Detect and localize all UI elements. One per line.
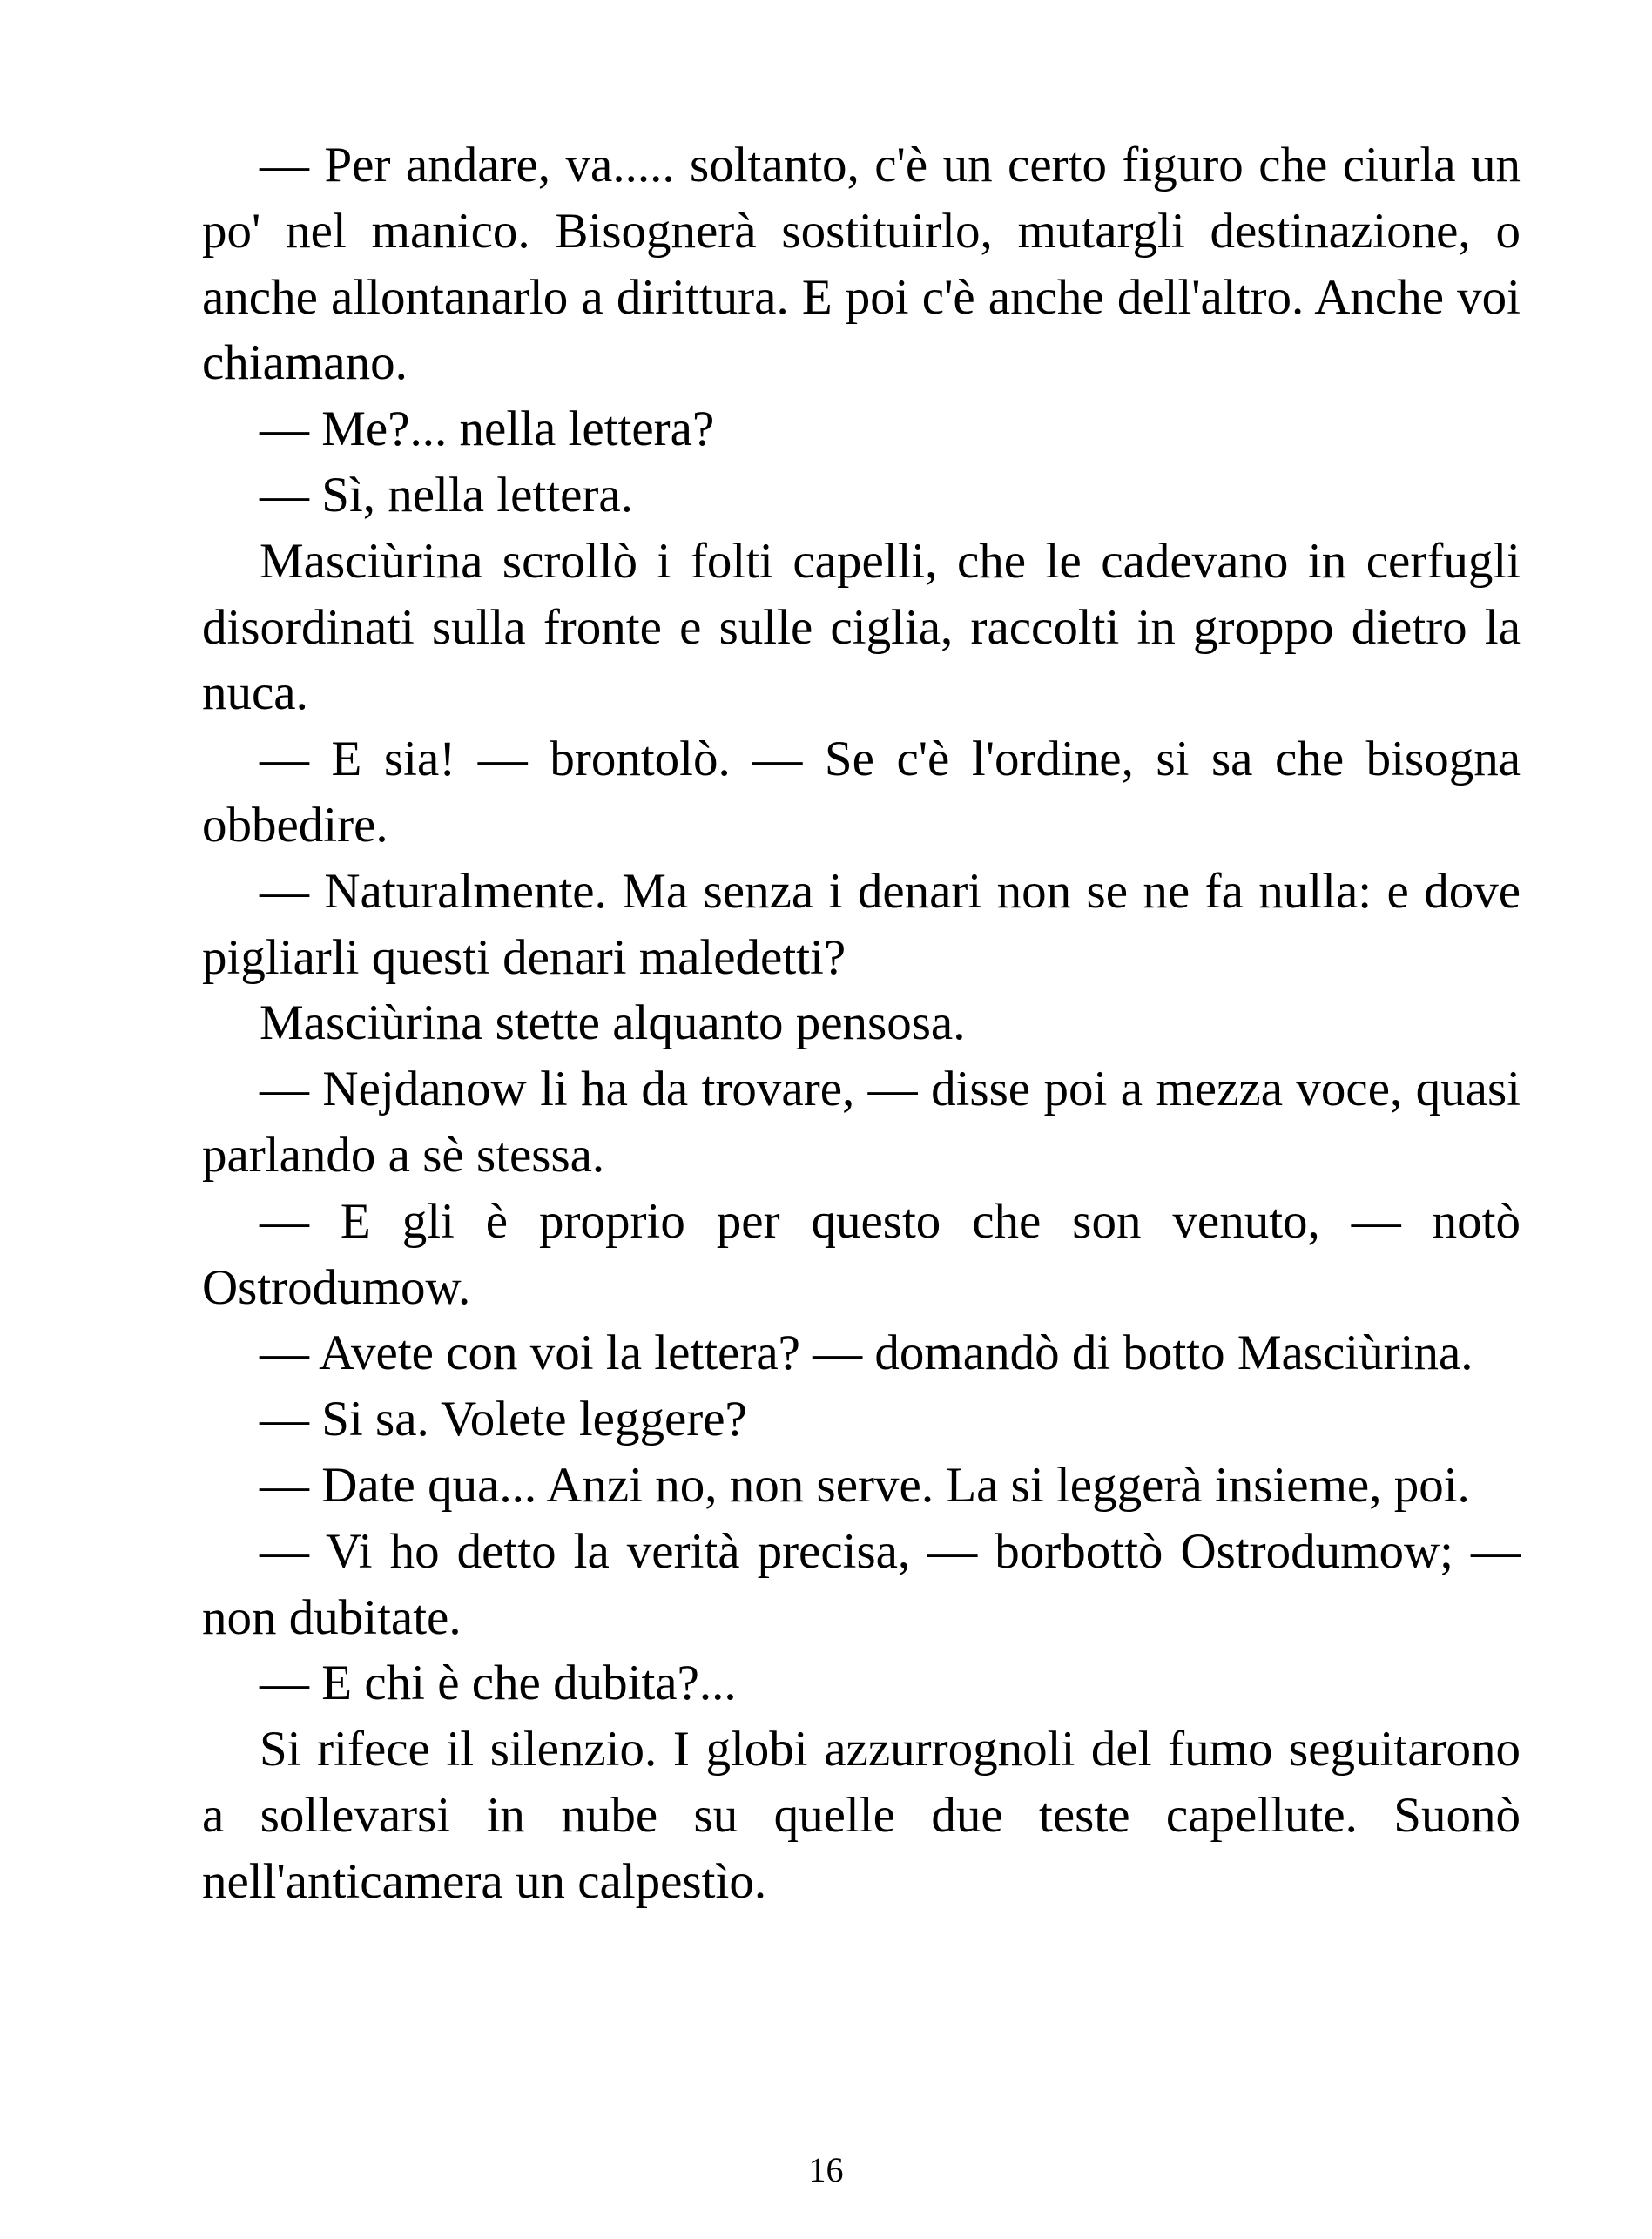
paragraph: — Per andare, va..... soltanto, c'è un certo figuro che ciurla un po' nel manico. Bisognerà sostituirlo, mutargli destinazione, o anche allontanarlo a dirittura. E poi c'è anche dell'altro. Anche voi chiamano. bbox=[202, 138, 1521, 391]
paragraph: — Naturalmente. Ma senza i denari non se ne fa nulla: e dove pigliarli questi denari maledetti? bbox=[202, 863, 1521, 985]
page-number: 16 bbox=[808, 2150, 844, 2189]
paragraph: Masciùrina scrollò i folti capelli, che le cadevano in cerfugli disordinati sulla fronte e sulle ciglia, raccolti in groppo dietro la nuca. bbox=[202, 533, 1521, 721]
paragraph: — Avete con voi la lettera? — domandò di botto Masciùrina. bbox=[260, 1325, 1473, 1381]
paragraph: — E chi è che dubita?... bbox=[260, 1656, 737, 1711]
paragraph: Si rifece il silenzio. I globi azzurrognoli del fumo seguitarono a sollevarsi in nube su quelle due teste capellute. Suonò nell'anticamera un calpestìo. bbox=[202, 1722, 1521, 1909]
paragraph: — E sia! — brontolò. — Se c'è l'ordine, si sa che bisogna obbedire. bbox=[202, 732, 1521, 853]
paragraph: — Si sa. Volete leggere? bbox=[260, 1392, 747, 1447]
paragraph: — Sì, nella lettera. bbox=[260, 467, 633, 523]
paragraph: — Vi ho detto la verità precisa, — borbottò Ostrodumow; — non dubitate. bbox=[202, 1523, 1521, 1645]
paragraph: — Me?... nella lettera? bbox=[260, 401, 715, 457]
paragraph: — Date qua... Anzi no, non serve. La si leggerà insieme, poi. bbox=[260, 1457, 1470, 1513]
paragraph: Masciùrina stette alquanto pensosa. bbox=[260, 995, 966, 1051]
page-body bbox=[202, 132, 1521, 1915]
paragraph: — E gli è proprio per questo che son venuto, — notò Ostrodumow. bbox=[202, 1193, 1521, 1315]
paragraph: — Nejdanow li ha da trovare, — disse poi a mezza voce, quasi parlando a sè stessa. bbox=[202, 1062, 1521, 1183]
